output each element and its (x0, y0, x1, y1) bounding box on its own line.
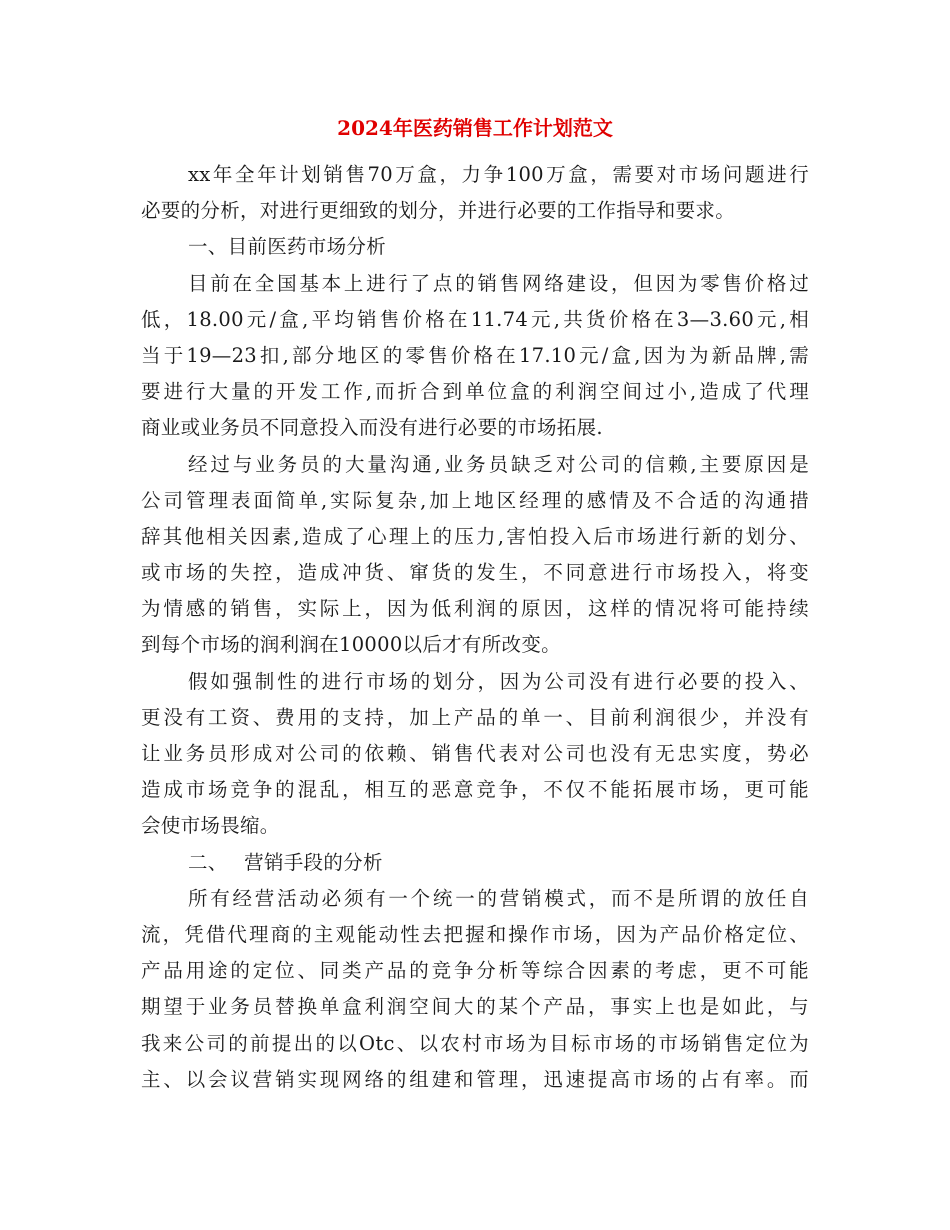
paragraph (141, 845, 809, 881)
paragraph (141, 664, 809, 845)
text-line: 造成市场竞争的混乱，相互的恶意竞争，不仅不能拓展市场，更可能 (141, 778, 809, 802)
text-line: 流，凭借代理商的主观能动性去把握和操作市场，因为产品价格定位、 (141, 922, 809, 946)
text-line: 要进行大量的开发工作,而折合到单位盒的利润空间过小,造成了代理 (141, 380, 809, 404)
text-line: 假如强制性的进行市场的划分，因为公司没有进行必要的投入、 (188, 669, 809, 693)
text-line: 二、 营销手段的分析 (188, 850, 383, 874)
document-title: 2024年医药销售工作计划范文 (337, 116, 613, 140)
text-line: 我来公司的前提出的以Otc、以农村市场为目标市场的市场销售定位为 (141, 1031, 809, 1055)
text-line: 产品用途的定位、同类产品的竞争分析等综合因素的考虑，更不可能 (141, 959, 809, 983)
text-line: 为情感的销售，实际上，因为低利润的原因，这样的情况将可能持续 (141, 597, 809, 621)
paragraph (141, 266, 809, 447)
text-line: 主、以会议营销实现网络的组建和管理，迅速提高市场的占有率。而 (141, 1067, 809, 1091)
text-line: 到每个市场的润利润在10000以后才有所改变。 (141, 633, 561, 657)
text-line: 更没有工资、费用的支持，加上产品的单一、目前利润很少，并没有 (141, 705, 809, 729)
text-line: 期望于业务员替换单盒利润空间大的某个产品，事实上也是如此，与 (141, 995, 809, 1019)
text-line: xx年全年计划销售70万盒，力争100万盒，需要对市场问题进行 (188, 163, 809, 186)
text-line: 低，18.00元/盒,平均销售价格在11.74元,共货价格在3—3.60元,相 (141, 307, 809, 331)
text-line: 让业务员形成对公司的依赖、销售代表对公司也没有无忠实度，势必 (141, 742, 809, 765)
paragraph (141, 229, 809, 265)
document-body (141, 157, 809, 1098)
text-line: 目前在全国基本上进行了点的销售网络建设，但因为零售价格过 (188, 271, 809, 295)
text-line: 辞其他相关因素,造成了心理上的压力,害怕投入后市场进行新的划分、 (141, 524, 809, 548)
text-line: 商业或业务员不同意投入而没有进行必要的市场拓展. (141, 416, 603, 440)
text-line: 会使市场畏缩。 (141, 814, 280, 838)
paragraph (141, 881, 809, 1098)
text-line: 公司管理表面简单,实际复杂,加上地区经理的感情及不合适的沟通措 (141, 488, 809, 512)
text-line: 经过与业务员的大量沟通,业务员缺乏对公司的信赖,主要原因是 (188, 452, 809, 476)
text-line: 当于19—23扣,部分地区的零售价格在17.10元/盒,因为为新品牌,需 (141, 343, 809, 367)
text-line: 所有经营活动必须有一个统一的营销模式，而不是所谓的放任自 (188, 886, 809, 910)
text-line: 一、目前医药市场分析 (188, 235, 387, 259)
text-line: 必要的分析，对进行更细致的划分，并进行必要的工作指导和要求。 (141, 199, 736, 223)
text-line: 或市场的失控，造成冲货、窜货的发生，不同意进行市场投入，将变 (141, 561, 809, 585)
paragraph (141, 157, 809, 229)
paragraph (141, 447, 809, 664)
